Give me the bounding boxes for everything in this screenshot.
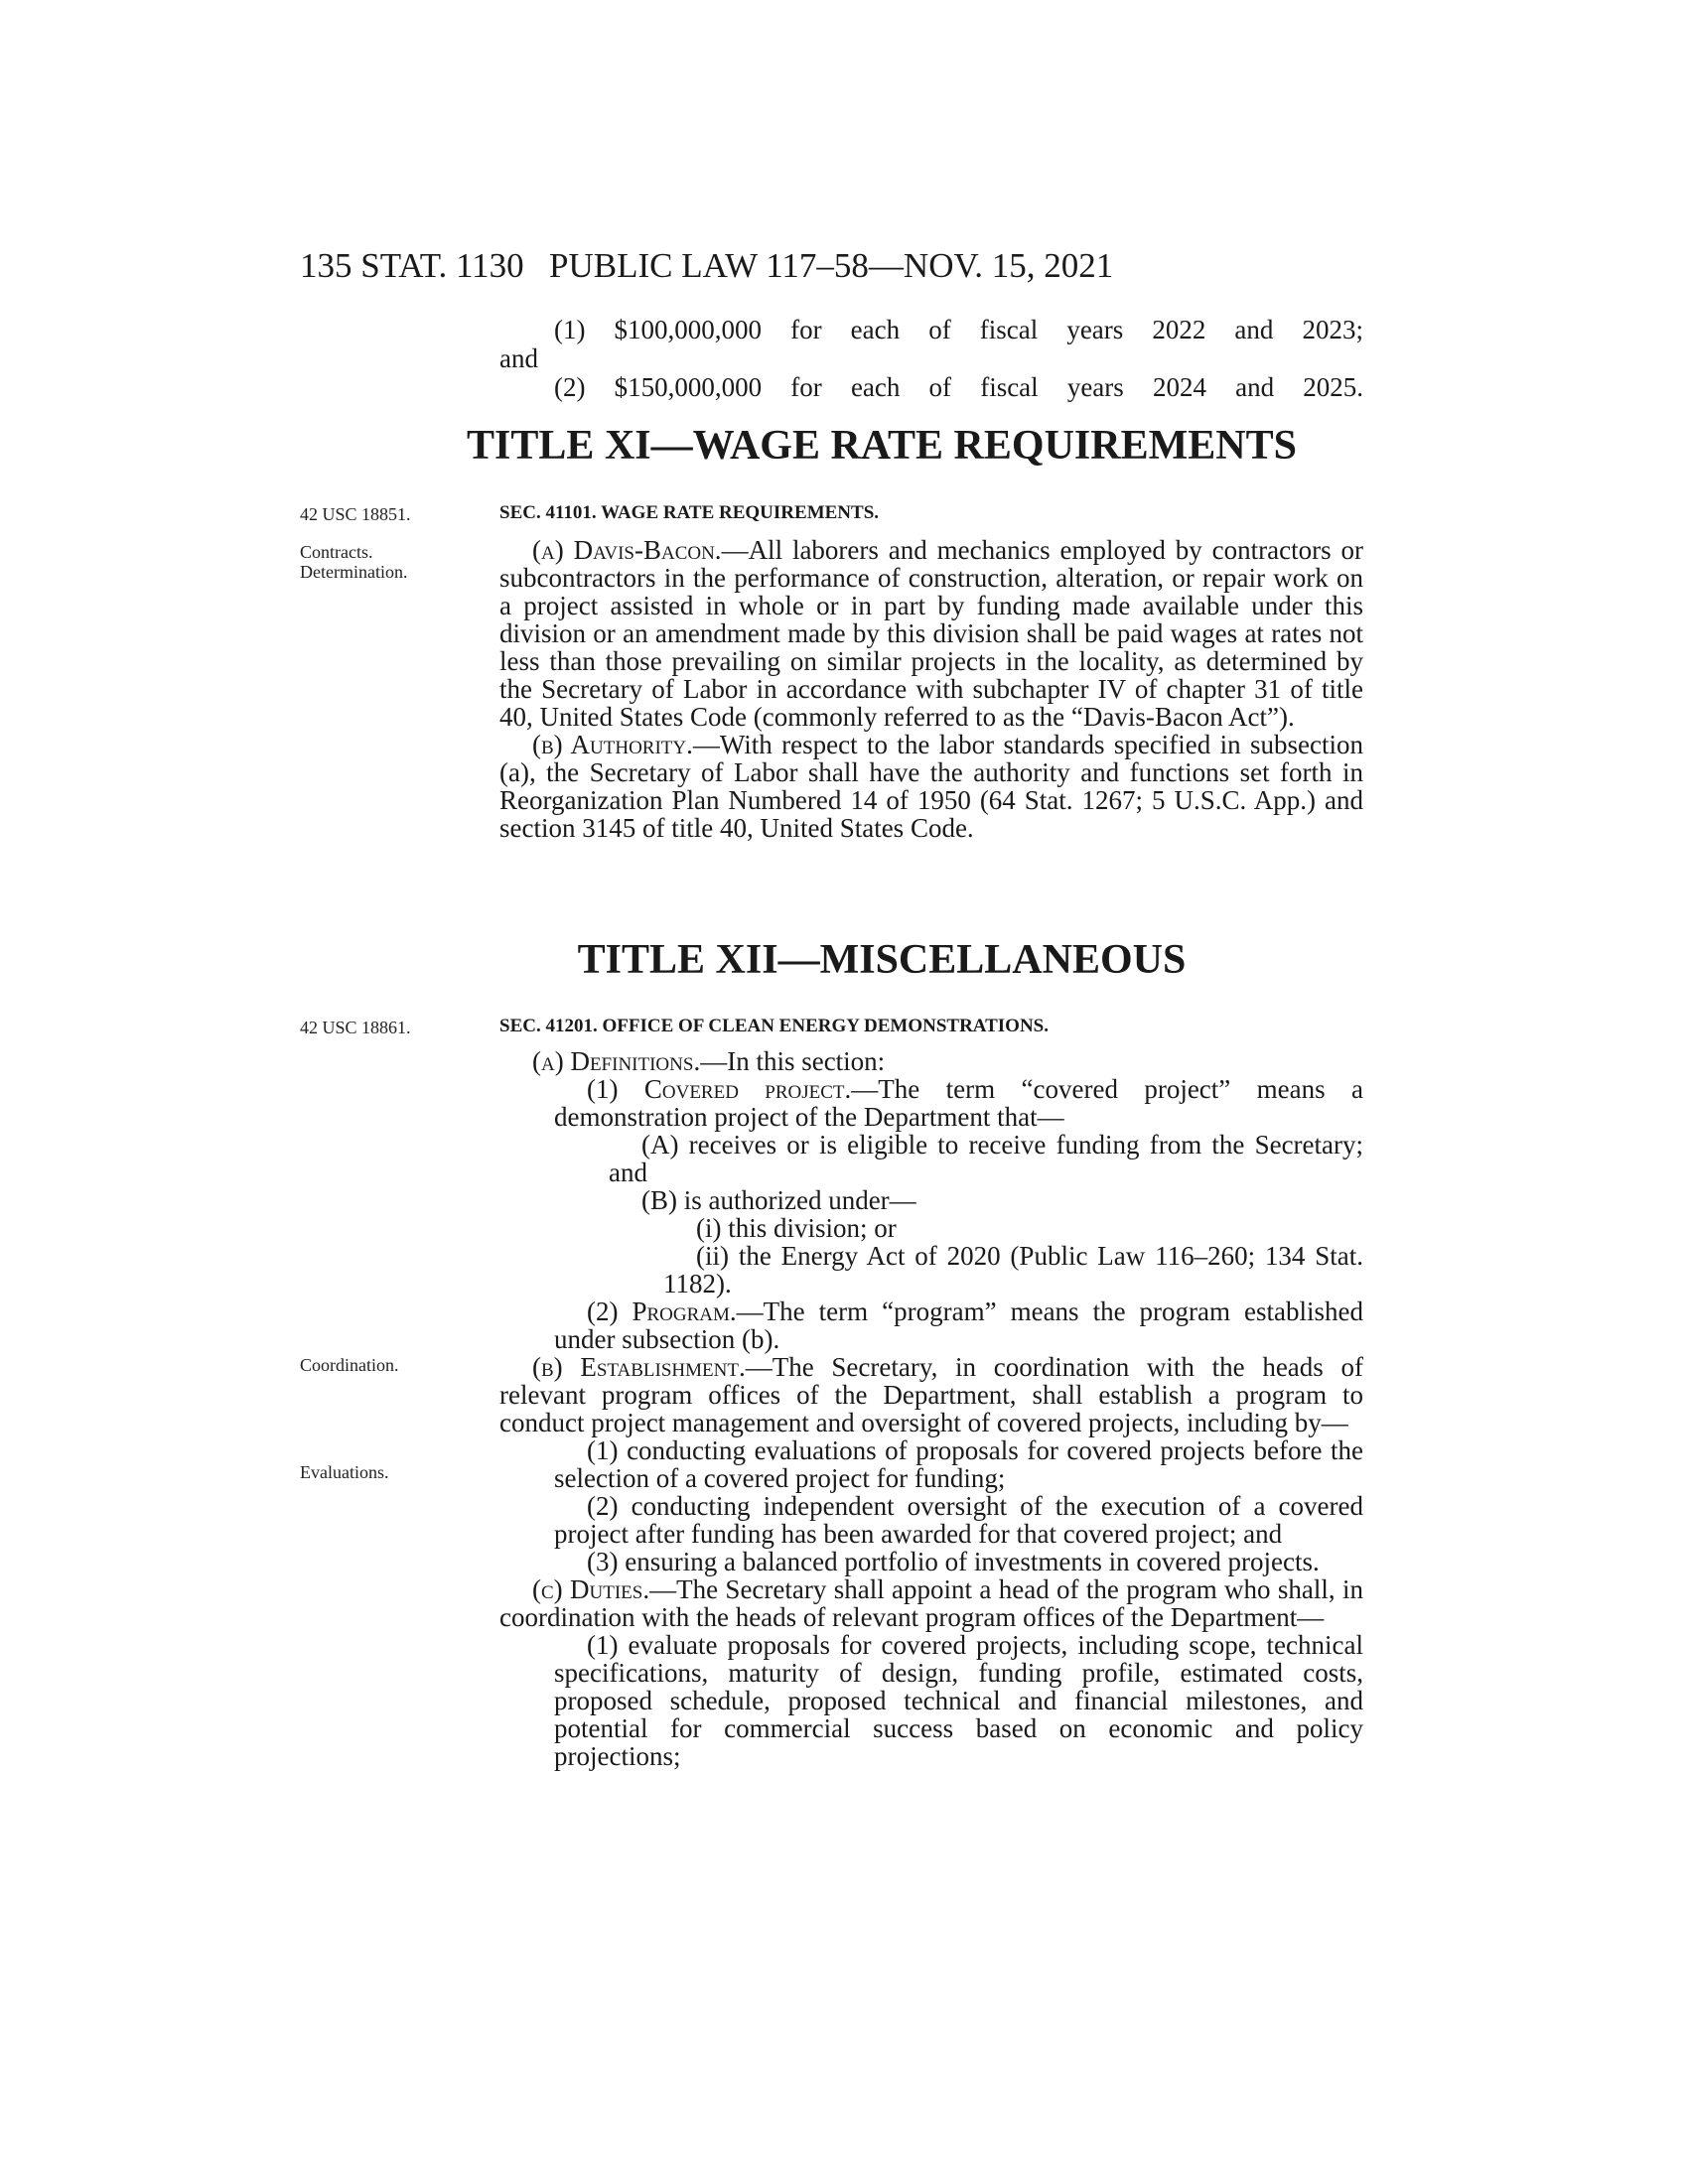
- side-note-determination: Determination.: [300, 562, 408, 582]
- clause-b3: (3) ensuring a balanced portfolio of investments in covered projects.: [587, 1547, 1320, 1576]
- covered-project-label: (1) Covered project.: [587, 1074, 852, 1104]
- subsection-a-davis-bacon: [499, 536, 1363, 731]
- covered-project-text: —The term “covered project” means a demonstration project of the Department that—: [554, 1074, 1363, 1132]
- stat-page-number: 135 STAT. 1130: [300, 246, 524, 285]
- side-note-contracts: Contracts.: [300, 542, 373, 562]
- public-law-header: PUBLIC LAW 117–58—NOV. 15, 2021: [549, 246, 1114, 285]
- definition-covered-project: [499, 1075, 1363, 1131]
- clause-c1: (1) evaluate proposals for covered projects, including scope, technical specifications, maturity of design, funding profile, estimated costs, proposed schedule, proposed technical and financial milestones, and potential for commercial success based on economic and policy projections;: [554, 1630, 1363, 1771]
- clause-a1B: (B) is authorized under—: [641, 1185, 916, 1215]
- section-41101-heading: SEC. 41101. WAGE RATE REQUIREMENTS.: [499, 502, 880, 523]
- title-xii-heading: TITLE XII—MISCELLANEOUS: [577, 937, 1187, 983]
- program-label: (2) Program.: [587, 1297, 737, 1326]
- subsection-a-definitions: [499, 1047, 1363, 1075]
- subsection-a-text: —All laborers and mechanics employed by contractors or subcontractors in the performance of construction, alteration, or repair work on a project assisted in whole or in part by funding made available under this division or an amendment made by this division shall be paid wages at rates not less than those prevailing on similar projects in the locality, as determined by the Secretary of Labor in accordance with subchapter IV of chapter 31 of title 40, United States Code (commonly referred to as the “Davis-Bacon Act”).: [499, 535, 1363, 732]
- usc-note-18861: 42 USC 18861.: [300, 1018, 411, 1037]
- definition-program: [499, 1297, 1363, 1353]
- section-41201-heading: SEC. 41201. OFFICE OF CLEAN ENERGY DEMONSTRATIONS.: [499, 1016, 1049, 1036]
- side-note-coordination: Coordination.: [300, 1355, 399, 1375]
- subsection-c-duties: [499, 1575, 1363, 1631]
- subsection-b-text: —With respect to the labor standards specified in subsection (a), the Secretary of Labor shall have the authority and functions set forth in Reorganization Plan Numbered 14 of 1950 (64 Stat. 1267; 5 U.S.C. App.) and section 3145 of title 40, United States Code.: [499, 730, 1363, 843]
- establishment-label: (b) Establishment.: [532, 1352, 746, 1382]
- side-note-evaluations: Evaluations.: [300, 1462, 389, 1482]
- title-xi-heading: TITLE XI—WAGE RATE REQUIREMENTS: [467, 423, 1297, 469]
- usc-note-18851: 42 USC 18851.: [300, 504, 411, 524]
- duties-text: —The Secretary shall appoint a head of the program who shall, in coordination with the heads of relevant program offices of the Department—: [499, 1574, 1363, 1632]
- intro-item-1: (1) $100,000,000 for each of fiscal years 2022 and 2023;: [554, 315, 1363, 344]
- section-41201-body: [499, 1047, 1363, 1770]
- definitions-label: (a) Definitions.: [532, 1046, 701, 1076]
- subsection-b-authority: [499, 731, 1363, 842]
- clause-b2: (2) conducting independent oversight of the execution of a covered project after funding has been awarded for that covered project; and: [554, 1491, 1363, 1549]
- subsection-a-label: (a) Davis-Bacon.: [532, 535, 722, 565]
- intro-item-1-continuation: and: [499, 343, 538, 373]
- clause-a1Bi: (i) this division; or: [696, 1213, 897, 1243]
- establishment-text: —The Secretary, in coordination with the heads of relevant program offices of the Department, shall establish a program to conduct project management and oversight of covered projects, including by—: [499, 1352, 1363, 1437]
- clause-b1: (1) conducting evaluations of proposals for covered projects before the selection of a covered project for funding;: [554, 1435, 1363, 1493]
- subsection-b-label: (b) Authority.: [532, 730, 693, 759]
- subsection-b-establishment: [499, 1353, 1363, 1436]
- definitions-text: —In this section:: [700, 1046, 886, 1076]
- intro-block: [499, 316, 1363, 402]
- clause-a1A: (A) receives or is eligible to receive funding from the Secretary; and: [609, 1130, 1363, 1187]
- program-text: —The term “program” means the program established under subsection (b).: [554, 1297, 1364, 1354]
- intro-item-2: (2) $150,000,000 for each of fiscal years 2024 and 2025.: [554, 372, 1363, 402]
- section-41101-body: [499, 536, 1363, 842]
- duties-label: (c) Duties.: [532, 1574, 650, 1604]
- clause-a1Bii: (ii) the Energy Act of 2020 (Public Law 116–260; 134 Stat. 1182).: [663, 1241, 1363, 1298]
